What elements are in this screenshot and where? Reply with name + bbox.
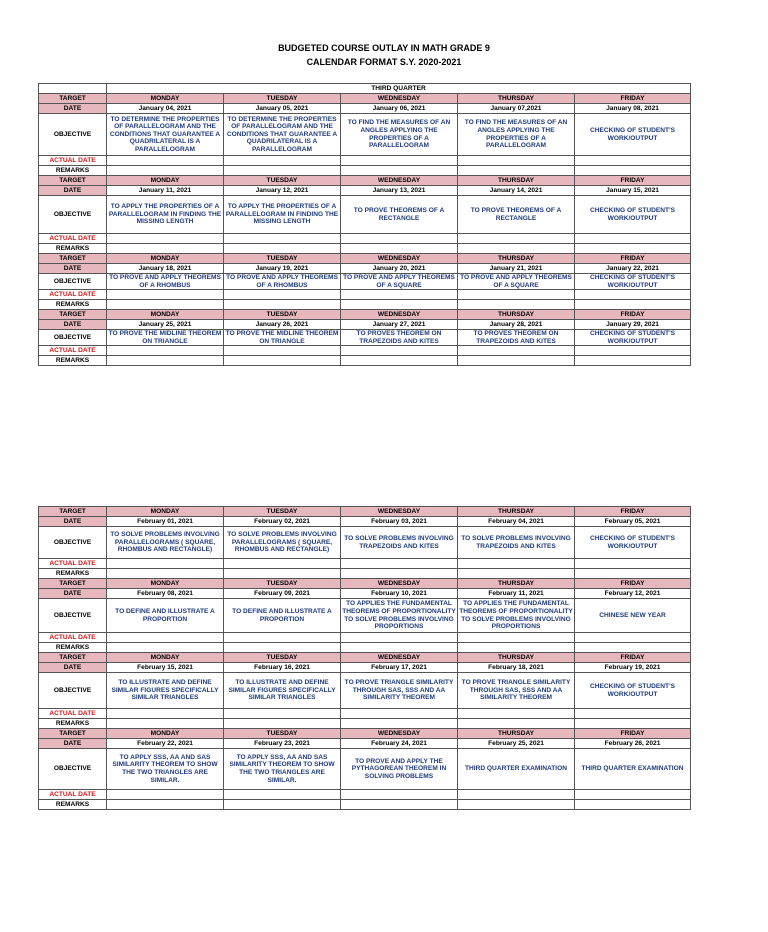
date-cell: February 26, 2021: [575, 739, 691, 749]
actual-date-cell: [107, 790, 224, 800]
actual-date-cell: [224, 234, 341, 244]
date-cell: February 09, 2021: [224, 589, 341, 599]
objective-cell: TO ILLUSTRATE AND DEFINE SIMILAR FIGURES SPECIFICALLY SIMILAR TRIANGLES: [224, 673, 341, 709]
day-name-cell: THURSDAY: [458, 579, 575, 589]
date-cell: February 08, 2021: [107, 589, 224, 599]
actual-date-cell: [575, 559, 691, 569]
remarks-cell: [341, 569, 458, 579]
actual-date-cell: [458, 559, 575, 569]
day-name-cell: MONDAY: [107, 507, 224, 517]
date-cell: February 22, 2021: [107, 739, 224, 749]
remarks-cell: [575, 569, 691, 579]
date-cell: January 13, 2021: [341, 186, 458, 196]
objective-label: OBJECTIVE: [39, 527, 107, 559]
objective-label: OBJECTIVE: [39, 599, 107, 633]
remarks-cell: [107, 569, 224, 579]
actual-date-cell: [341, 633, 458, 643]
actual-date-cell: [458, 156, 575, 166]
date-cell: February 17, 2021: [341, 663, 458, 673]
day-name-cell: MONDAY: [107, 310, 224, 320]
actual-date-row: [39, 234, 691, 244]
day-name-cell: WEDNESDAY: [341, 579, 458, 589]
actual-date-cell: [224, 790, 341, 800]
objective-cell: CHECKING OF STUDENT'S WORK/OUTPUT: [575, 527, 691, 559]
day-name-cell: FRIDAY: [575, 729, 691, 739]
remarks-cell: [224, 719, 341, 729]
actual-date-cell: [458, 346, 575, 356]
date-cell: February 23, 2021: [224, 739, 341, 749]
date-cell: January 14, 2021: [458, 186, 575, 196]
objective-cell: TO APPLIES THE FUNDAMENTAL THEOREMS OF PROPORTIONALITY TO SOLVE PROBLEMS INVOLVING PROPORTIONS: [458, 599, 575, 633]
objective-cell: TO PROVES THEOREM ON TRAPEZOIDS AND KITES: [341, 330, 458, 346]
date-label: DATE: [39, 517, 107, 527]
actual-date-cell: [341, 156, 458, 166]
remarks-cell: [458, 800, 575, 810]
actual-date-cell: [107, 559, 224, 569]
objective-cell: TO SOLVE PROBLEMS INVOLVING PARALLELOGRAMS ( SQUARE, RHOMBUS AND RECTANGLE): [224, 527, 341, 559]
day-name-cell: FRIDAY: [575, 94, 691, 104]
remarks-label: REMARKS: [39, 800, 107, 810]
objective-cell: TO APPLY SSS, AA AND SAS SIMILARITY THEOREM TO SHOW THE TWO TRIANGLES ARE SIMILAR.: [224, 749, 341, 790]
date-label: DATE: [39, 589, 107, 599]
remarks-row: [39, 569, 691, 579]
remarks-cell: [107, 166, 224, 176]
day-name-cell: WEDNESDAY: [341, 729, 458, 739]
objective-cell: CHECKING OF STUDENT'S WORK/OUTPUT: [575, 330, 691, 346]
document-title: BUDGETED COURSE OUTLAY IN MATH GRADE 9: [278, 43, 490, 53]
third-quarter-january-table: [38, 83, 691, 366]
day-name-cell: TUESDAY: [224, 310, 341, 320]
objective-cell: TO SOLVE PROBLEMS INVOLVING TRAPEZOIDS AND KITES: [341, 527, 458, 559]
date-label: DATE: [39, 663, 107, 673]
date-cell: February 10, 2021: [341, 589, 458, 599]
date-row: [39, 589, 691, 599]
objective-cell: TO FIND THE MEASURES OF AN ANGLES APPLYING THE PROPERTIES OF A PARALLELOGRAM: [458, 114, 575, 156]
objective-cell: THIRD QUARTER EXAMINATION: [575, 749, 691, 790]
date-cell: February 18, 2021: [458, 663, 575, 673]
objective-cell: TO DETERMINE THE PROPERTIES OF PARALLELOGRAM AND THE CONDITIONS THAT GUARANTEE A QUADRILATERAL IS A PARALLELOGRAM: [224, 114, 341, 156]
actual-date-cell: [458, 234, 575, 244]
actual-date-label: ACTUAL DATE: [39, 790, 107, 800]
actual-date-label: ACTUAL DATE: [39, 709, 107, 719]
date-row: [39, 104, 691, 114]
actual-date-cell: [224, 346, 341, 356]
objective-cell: CHECKING OF STUDENT'S WORK/OUTPUT: [575, 673, 691, 709]
remarks-cell: [575, 166, 691, 176]
remarks-cell: [107, 300, 224, 310]
remarks-cell: [575, 643, 691, 653]
quarter-label: THIRD QUARTER: [107, 84, 691, 94]
day-name-cell: THURSDAY: [458, 507, 575, 517]
document-subtitle: CALENDAR FORMAT S.Y. 2020-2021: [306, 57, 462, 67]
remarks-cell: [107, 800, 224, 810]
date-cell: January 25, 2021: [107, 320, 224, 330]
day-name-cell: MONDAY: [107, 94, 224, 104]
remarks-cell: [458, 244, 575, 254]
remarks-cell: [224, 800, 341, 810]
day-header-row: [39, 653, 691, 663]
actual-date-label: ACTUAL DATE: [39, 346, 107, 356]
date-cell: January 21, 2021: [458, 264, 575, 274]
remarks-label: REMARKS: [39, 643, 107, 653]
remarks-cell: [458, 719, 575, 729]
objective-label: OBJECTIVE: [39, 330, 107, 346]
target-label: TARGET: [39, 729, 107, 739]
objective-cell: THIRD QUARTER EXAMINATION: [458, 749, 575, 790]
date-cell: January 12, 2021: [224, 186, 341, 196]
actual-date-label: ACTUAL DATE: [39, 559, 107, 569]
remarks-row: [39, 300, 691, 310]
date-cell: January 27, 2021: [341, 320, 458, 330]
day-name-cell: WEDNESDAY: [341, 254, 458, 264]
remarks-cell: [107, 719, 224, 729]
remarks-cell: [458, 300, 575, 310]
actual-date-cell: [458, 633, 575, 643]
remarks-cell: [341, 166, 458, 176]
actual-date-row: [39, 346, 691, 356]
actual-date-row: [39, 790, 691, 800]
target-label: TARGET: [39, 507, 107, 517]
date-cell: January 08, 2021: [575, 104, 691, 114]
objective-row: [39, 330, 691, 346]
objective-cell: TO PROVE AND APPLY THEOREMS OF A SQUARE: [458, 274, 575, 290]
day-name-cell: FRIDAY: [575, 254, 691, 264]
date-cell: January 20, 2021: [341, 264, 458, 274]
remarks-label: REMARKS: [39, 244, 107, 254]
objective-row: [39, 673, 691, 709]
remarks-label: REMARKS: [39, 166, 107, 176]
actual-date-cell: [341, 559, 458, 569]
objective-cell: TO DEFINE AND ILLUSTRATE A PROPORTION: [224, 599, 341, 633]
date-cell: February 12, 2021: [575, 589, 691, 599]
remarks-label: REMARKS: [39, 356, 107, 366]
date-row: [39, 739, 691, 749]
objective-cell: CHINESE NEW YEAR: [575, 599, 691, 633]
objective-cell: TO APPLY SSS, AA AND SAS SIMILARITY THEOREM TO SHOW THE TWO TRIANGLES ARE SIMILAR.: [107, 749, 224, 790]
remarks-label: REMARKS: [39, 719, 107, 729]
remarks-cell: [458, 166, 575, 176]
date-cell: February 03, 2021: [341, 517, 458, 527]
date-cell: January 04, 2021: [107, 104, 224, 114]
remarks-row: [39, 643, 691, 653]
objective-cell: CHECKING OF STUDENT'S WORK/OUTPUT: [575, 274, 691, 290]
day-name-cell: TUESDAY: [224, 653, 341, 663]
remarks-cell: [575, 356, 691, 366]
actual-date-cell: [107, 346, 224, 356]
actual-date-cell: [575, 790, 691, 800]
date-cell: February 24, 2021: [341, 739, 458, 749]
actual-date-cell: [341, 709, 458, 719]
objective-cell: TO PROVE TRIANGLE SIMILARITY THROUGH SAS, SSS AND AA SIMILARITY THEOREM: [341, 673, 458, 709]
actual-date-cell: [107, 290, 224, 300]
objective-label: OBJECTIVE: [39, 749, 107, 790]
target-label: TARGET: [39, 94, 107, 104]
date-cell: January 26, 2021: [224, 320, 341, 330]
remarks-cell: [575, 300, 691, 310]
target-label: TARGET: [39, 176, 107, 186]
remarks-cell: [341, 800, 458, 810]
remarks-label: REMARKS: [39, 300, 107, 310]
actual-date-cell: [575, 290, 691, 300]
actual-date-cell: [107, 633, 224, 643]
actual-date-row: [39, 559, 691, 569]
actual-date-cell: [458, 709, 575, 719]
objective-cell: TO PROVES THEOREM ON TRAPEZOIDS AND KITES: [458, 330, 575, 346]
day-header-row: [39, 94, 691, 104]
remarks-cell: [107, 244, 224, 254]
target-label: TARGET: [39, 310, 107, 320]
date-cell: January 19, 2021: [224, 264, 341, 274]
objective-row: [39, 274, 691, 290]
date-label: DATE: [39, 104, 107, 114]
day-name-cell: MONDAY: [107, 729, 224, 739]
actual-date-cell: [224, 633, 341, 643]
actual-date-cell: [224, 156, 341, 166]
actual-date-cell: [458, 290, 575, 300]
remarks-row: [39, 356, 691, 366]
actual-date-cell: [107, 234, 224, 244]
day-name-cell: FRIDAY: [575, 507, 691, 517]
day-name-cell: THURSDAY: [458, 176, 575, 186]
remarks-cell: [341, 300, 458, 310]
day-name-cell: WEDNESDAY: [341, 310, 458, 320]
remarks-cell: [107, 643, 224, 653]
day-name-cell: FRIDAY: [575, 579, 691, 589]
actual-date-cell: [575, 156, 691, 166]
objective-cell: TO PROVE THE MIDLINE THEOREM ON TRIANGLE: [224, 330, 341, 346]
date-label: DATE: [39, 264, 107, 274]
day-name-cell: FRIDAY: [575, 310, 691, 320]
date-cell: January 11, 2021: [107, 186, 224, 196]
actual-date-cell: [341, 346, 458, 356]
objective-label: OBJECTIVE: [39, 196, 107, 234]
remarks-cell: [224, 643, 341, 653]
target-label: TARGET: [39, 254, 107, 264]
objective-cell: TO PROVE THE MIDLINE THEOREM ON TRIANGLE: [107, 330, 224, 346]
objective-cell: CHECKING OF STUDENT'S WORK/OUTPUT: [575, 196, 691, 234]
target-label: TARGET: [39, 579, 107, 589]
day-name-cell: MONDAY: [107, 653, 224, 663]
date-cell: January 29, 2021: [575, 320, 691, 330]
actual-date-label: ACTUAL DATE: [39, 633, 107, 643]
day-name-cell: THURSDAY: [458, 729, 575, 739]
day-name-cell: WEDNESDAY: [341, 176, 458, 186]
day-name-cell: TUESDAY: [224, 254, 341, 264]
day-name-cell: WEDNESDAY: [341, 653, 458, 663]
day-header-row: [39, 729, 691, 739]
day-name-cell: TUESDAY: [224, 507, 341, 517]
day-name-cell: MONDAY: [107, 254, 224, 264]
objective-cell: TO SOLVE PROBLEMS INVOLVING PARALLELOGRAMS ( SQUARE, RHOMBUS AND RECTANGLE): [107, 527, 224, 559]
objective-cell: TO DETERMINE THE PROPERTIES OF PARALLELOGRAM AND THE CONDITIONS THAT GUARANTEE A QUADRILATERAL IS A PARALLELOGRAM: [107, 114, 224, 156]
remarks-cell: [458, 356, 575, 366]
remarks-cell: [224, 166, 341, 176]
remarks-cell: [458, 643, 575, 653]
objective-cell: TO PROVE THEOREMS OF A RECTANGLE: [458, 196, 575, 234]
objective-cell: TO PROVE THEOREMS OF A RECTANGLE: [341, 196, 458, 234]
day-name-cell: WEDNESDAY: [341, 94, 458, 104]
objective-row: [39, 599, 691, 633]
date-cell: February 05, 2021: [575, 517, 691, 527]
day-name-cell: WEDNESDAY: [341, 507, 458, 517]
remarks-cell: [224, 244, 341, 254]
date-row: [39, 517, 691, 527]
objective-cell: CHECKING OF STUDENT'S WORK/OUTPUT: [575, 114, 691, 156]
date-cell: February 02, 2021: [224, 517, 341, 527]
day-name-cell: TUESDAY: [224, 94, 341, 104]
objective-row: [39, 196, 691, 234]
actual-date-cell: [575, 234, 691, 244]
actual-date-label: ACTUAL DATE: [39, 234, 107, 244]
actual-date-cell: [224, 559, 341, 569]
remarks-cell: [224, 356, 341, 366]
remarks-cell: [341, 244, 458, 254]
day-name-cell: MONDAY: [107, 176, 224, 186]
day-name-cell: THURSDAY: [458, 94, 575, 104]
date-cell: January 07,2021: [458, 104, 575, 114]
date-row: [39, 320, 691, 330]
day-name-cell: TUESDAY: [224, 729, 341, 739]
remarks-cell: [224, 300, 341, 310]
remarks-row: [39, 800, 691, 810]
actual-date-cell: [575, 709, 691, 719]
date-row: [39, 663, 691, 673]
date-label: DATE: [39, 186, 107, 196]
day-header-row: [39, 507, 691, 517]
remarks-cell: [458, 569, 575, 579]
objective-cell: TO ILLUSTRATE AND DEFINE SIMILAR FIGURES SPECIFICALLY SIMILAR TRIANGLES: [107, 673, 224, 709]
objective-label: OBJECTIVE: [39, 673, 107, 709]
day-name-cell: MONDAY: [107, 579, 224, 589]
objective-cell: TO APPLY THE PROPERTIES OF A PARALLELOGRAM IN FINDING THE MISSING LENGTH: [107, 196, 224, 234]
day-name-cell: FRIDAY: [575, 176, 691, 186]
actual-date-cell: [341, 790, 458, 800]
date-cell: January 28, 2021: [458, 320, 575, 330]
remarks-label: REMARKS: [39, 569, 107, 579]
remarks-cell: [341, 719, 458, 729]
objective-cell: TO PROVE AND APPLY THEOREMS OF A RHOMBUS: [224, 274, 341, 290]
actual-date-cell: [107, 709, 224, 719]
third-quarter-february-table: [38, 506, 691, 810]
date-label: DATE: [39, 320, 107, 330]
day-name-cell: THURSDAY: [458, 254, 575, 264]
date-cell: February 01, 2021: [107, 517, 224, 527]
day-header-row: [39, 579, 691, 589]
objective-cell: TO FIND THE MEASURES OF AN ANGLES APPLYING THE PROPERTIES OF A PARALLELOGRAM: [341, 114, 458, 156]
date-cell: January 06, 2021: [341, 104, 458, 114]
remarks-cell: [575, 244, 691, 254]
actual-date-cell: [575, 346, 691, 356]
date-cell: January 05, 2021: [224, 104, 341, 114]
actual-date-cell: [341, 290, 458, 300]
actual-date-row: [39, 633, 691, 643]
objective-cell: TO SOLVE PROBLEMS INVOLVING TRAPEZOIDS AND KITES: [458, 527, 575, 559]
day-name-cell: TUESDAY: [224, 579, 341, 589]
actual-date-row: [39, 290, 691, 300]
date-row: [39, 264, 691, 274]
remarks-row: [39, 244, 691, 254]
day-header-row: [39, 176, 691, 186]
actual-date-cell: [224, 290, 341, 300]
date-cell: February 19, 2021: [575, 663, 691, 673]
remarks-cell: [224, 569, 341, 579]
date-label: DATE: [39, 739, 107, 749]
objective-label: OBJECTIVE: [39, 274, 107, 290]
date-cell: February 11, 2021: [458, 589, 575, 599]
remarks-cell: [575, 719, 691, 729]
actual-date-cell: [107, 156, 224, 166]
remarks-cell: [341, 643, 458, 653]
objective-cell: TO PROVE AND APPLY THEOREMS OF A SQUARE: [341, 274, 458, 290]
date-row: [39, 186, 691, 196]
actual-date-cell: [224, 709, 341, 719]
actual-date-label: ACTUAL DATE: [39, 290, 107, 300]
objective-label: OBJECTIVE: [39, 114, 107, 156]
remarks-cell: [107, 356, 224, 366]
objective-row: [39, 749, 691, 790]
objective-cell: TO PROVE AND APPLY THEOREMS OF A RHOMBUS: [107, 274, 224, 290]
objective-cell: TO APPLIES THE FUNDAMENTAL THEOREMS OF PROPORTIONALITY TO SOLVE PROBLEMS INVOLVING PROPORTIONS: [341, 599, 458, 633]
date-cell: January 22, 2021: [575, 264, 691, 274]
remarks-cell: [341, 356, 458, 366]
date-cell: February 04, 2021: [458, 517, 575, 527]
date-cell: February 25, 2021: [458, 739, 575, 749]
actual-date-row: [39, 156, 691, 166]
date-cell: February 15, 2021: [107, 663, 224, 673]
date-cell: February 16, 2021: [224, 663, 341, 673]
date-cell: January 18, 2021: [107, 264, 224, 274]
day-header-row: [39, 310, 691, 320]
day-header-row: [39, 254, 691, 264]
remarks-row: [39, 166, 691, 176]
actual-date-cell: [458, 790, 575, 800]
objective-row: [39, 527, 691, 559]
objective-cell: TO PROVE AND APPLY THE PYTHAGOREAN THEOREM IN SOLVING PROBLEMS: [341, 749, 458, 790]
objective-row: [39, 114, 691, 156]
remarks-row: [39, 719, 691, 729]
objective-cell: TO APPLY THE PROPERTIES OF A PARALLELOGRAM IN FINDING THE MISSING LENGTH: [224, 196, 341, 234]
actual-date-row: [39, 709, 691, 719]
actual-date-cell: [341, 234, 458, 244]
day-name-cell: FRIDAY: [575, 653, 691, 663]
day-name-cell: TUESDAY: [224, 176, 341, 186]
objective-cell: TO DEFINE AND ILLUSTRATE A PROPORTION: [107, 599, 224, 633]
day-name-cell: THURSDAY: [458, 310, 575, 320]
remarks-cell: [575, 800, 691, 810]
target-label: TARGET: [39, 653, 107, 663]
date-cell: January 15, 2021: [575, 186, 691, 196]
day-name-cell: THURSDAY: [458, 653, 575, 663]
actual-date-cell: [575, 633, 691, 643]
actual-date-label: ACTUAL DATE: [39, 156, 107, 166]
objective-cell: TO PROVE TRIANGLE SIMILARITY THROUGH SAS, SSS AND AA SIMILARITY THEOREM: [458, 673, 575, 709]
